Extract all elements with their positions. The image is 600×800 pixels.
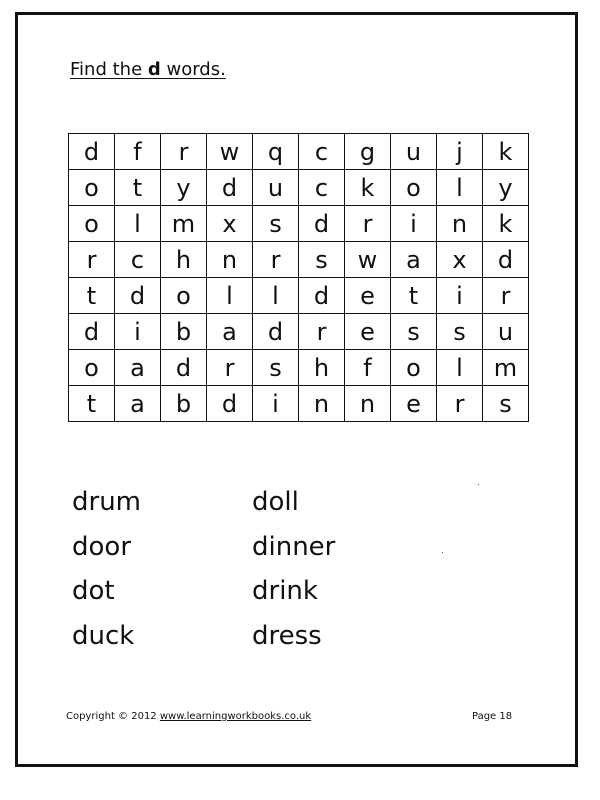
grid-cell[interactable]: s bbox=[483, 386, 529, 422]
grid-cell[interactable]: o bbox=[391, 170, 437, 206]
grid-cell[interactable]: w bbox=[345, 242, 391, 278]
grid-cell[interactable]: s bbox=[437, 314, 483, 350]
grid-cell[interactable]: i bbox=[437, 278, 483, 314]
grid-cell[interactable]: t bbox=[69, 386, 115, 422]
grid-cell[interactable]: u bbox=[253, 170, 299, 206]
grid-cell[interactable]: g bbox=[345, 134, 391, 170]
grid-cell[interactable]: l bbox=[437, 350, 483, 386]
grid-cell[interactable]: t bbox=[115, 170, 161, 206]
grid-cell[interactable]: i bbox=[391, 206, 437, 242]
grid-cell[interactable]: o bbox=[161, 278, 207, 314]
grid-cell[interactable]: r bbox=[345, 206, 391, 242]
grid-cell[interactable]: o bbox=[69, 170, 115, 206]
grid-cell[interactable]: d bbox=[483, 242, 529, 278]
grid-cell[interactable]: k bbox=[483, 206, 529, 242]
title-prefix: Find the bbox=[70, 59, 148, 80]
grid-cell[interactable]: e bbox=[345, 314, 391, 350]
grid-cell[interactable]: m bbox=[161, 206, 207, 242]
grid-cell[interactable]: r bbox=[437, 386, 483, 422]
footer-copyright bbox=[66, 711, 311, 722]
grid-cell[interactable]: d bbox=[207, 170, 253, 206]
grid-cell[interactable]: k bbox=[345, 170, 391, 206]
grid-cell[interactable]: n bbox=[437, 206, 483, 242]
grid-cell[interactable]: d bbox=[299, 278, 345, 314]
grid-cell[interactable]: d bbox=[253, 314, 299, 350]
grid-cell[interactable]: n bbox=[345, 386, 391, 422]
grid-row bbox=[69, 170, 529, 206]
grid-cell[interactable]: x bbox=[207, 206, 253, 242]
grid-cell[interactable]: b bbox=[161, 386, 207, 422]
grid-cell[interactable]: o bbox=[69, 206, 115, 242]
grid-cell[interactable]: h bbox=[299, 350, 345, 386]
title-highlight-letter: d bbox=[147, 59, 161, 80]
grid-cell[interactable]: x bbox=[437, 242, 483, 278]
grid-cell[interactable]: q bbox=[253, 134, 299, 170]
word-item: dot bbox=[72, 576, 115, 606]
grid-cell[interactable]: f bbox=[115, 134, 161, 170]
grid-row bbox=[69, 350, 529, 386]
grid-cell[interactable]: i bbox=[115, 314, 161, 350]
page-number: Page 18 bbox=[472, 711, 513, 722]
grid-cell[interactable]: s bbox=[391, 314, 437, 350]
grid-row bbox=[69, 206, 529, 242]
grid-cell[interactable]: d bbox=[69, 134, 115, 170]
word-item: dinner bbox=[252, 531, 336, 562]
grid-cell[interactable]: d bbox=[69, 314, 115, 350]
grid-cell[interactable]: k bbox=[483, 134, 529, 170]
grid-cell[interactable]: r bbox=[69, 242, 115, 278]
grid-cell[interactable]: i bbox=[253, 386, 299, 422]
word-list bbox=[72, 484, 432, 662]
grid-cell[interactable]: h bbox=[161, 242, 207, 278]
grid-cell[interactable]: s bbox=[299, 242, 345, 278]
grid-cell[interactable]: m bbox=[483, 350, 529, 386]
grid-cell[interactable]: j bbox=[437, 134, 483, 170]
grid-cell[interactable]: d bbox=[115, 278, 161, 314]
grid-row bbox=[69, 278, 529, 314]
grid-cell[interactable]: w bbox=[207, 134, 253, 170]
grid-cell[interactable]: s bbox=[253, 350, 299, 386]
grid-cell[interactable]: e bbox=[391, 386, 437, 422]
grid-cell[interactable]: t bbox=[391, 278, 437, 314]
grid-cell[interactable]: d bbox=[299, 206, 345, 242]
word-search-grid-body bbox=[69, 134, 529, 422]
grid-cell[interactable]: s bbox=[253, 206, 299, 242]
grid-cell[interactable]: d bbox=[161, 350, 207, 386]
word-item: dress bbox=[252, 620, 322, 651]
grid-cell[interactable]: n bbox=[299, 386, 345, 422]
word-item: door bbox=[72, 531, 132, 562]
grid-cell[interactable]: r bbox=[483, 278, 529, 314]
grid-cell[interactable]: e bbox=[345, 278, 391, 314]
grid-cell[interactable]: r bbox=[299, 314, 345, 350]
grid-cell[interactable]: a bbox=[207, 314, 253, 350]
print-speck bbox=[478, 484, 479, 485]
grid-cell[interactable]: c bbox=[115, 242, 161, 278]
website-link[interactable]: www.learningworkbooks.co.uk bbox=[159, 711, 312, 722]
print-speck bbox=[442, 552, 443, 553]
grid-cell[interactable]: l bbox=[253, 278, 299, 314]
title-suffix: words. bbox=[160, 59, 226, 80]
grid-row bbox=[69, 242, 529, 278]
grid-cell[interactable]: u bbox=[391, 134, 437, 170]
grid-cell[interactable]: u bbox=[483, 314, 529, 350]
grid-row bbox=[69, 386, 529, 422]
grid-cell[interactable]: r bbox=[207, 350, 253, 386]
grid-row bbox=[69, 134, 529, 170]
grid-cell[interactable]: f bbox=[345, 350, 391, 386]
grid-cell[interactable]: c bbox=[299, 134, 345, 170]
grid-cell[interactable]: a bbox=[115, 386, 161, 422]
grid-cell[interactable]: a bbox=[115, 350, 161, 386]
grid-cell[interactable]: r bbox=[161, 134, 207, 170]
grid-cell[interactable]: y bbox=[161, 170, 207, 206]
grid-cell[interactable]: r bbox=[253, 242, 299, 278]
grid-cell[interactable]: b bbox=[161, 314, 207, 350]
grid-cell[interactable]: l bbox=[115, 206, 161, 242]
grid-cell[interactable]: o bbox=[69, 350, 115, 386]
grid-row bbox=[69, 314, 529, 350]
word-item: duck bbox=[72, 620, 135, 651]
word-item: doll bbox=[252, 487, 299, 517]
word-search-grid bbox=[68, 133, 529, 422]
grid-cell[interactable]: l bbox=[207, 278, 253, 314]
grid-cell[interactable]: t bbox=[69, 278, 115, 314]
grid-cell[interactable]: c bbox=[299, 170, 345, 206]
grid-cell[interactable]: n bbox=[207, 242, 253, 278]
grid-cell[interactable]: y bbox=[483, 170, 529, 206]
grid-cell[interactable]: l bbox=[437, 170, 483, 206]
copyright-text: Copyright © 2012 bbox=[66, 711, 157, 722]
word-item: drink bbox=[252, 576, 318, 606]
grid-cell[interactable]: o bbox=[391, 350, 437, 386]
word-item: drum bbox=[72, 487, 141, 517]
grid-cell[interactable]: a bbox=[391, 242, 437, 278]
worksheet-title bbox=[70, 58, 226, 82]
grid-cell[interactable]: d bbox=[207, 386, 253, 422]
